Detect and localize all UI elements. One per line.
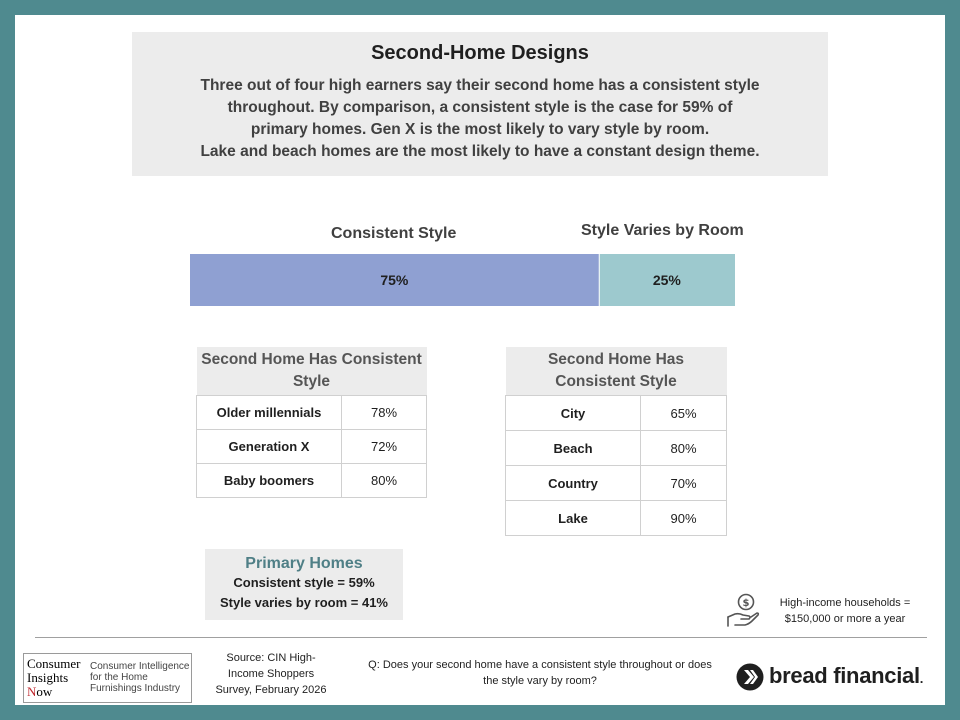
income-line: High-income households = bbox=[779, 597, 911, 609]
summary-line: Three out of four high earners say their second home has a consistent style bbox=[200, 77, 760, 94]
row-label: Country bbox=[506, 466, 641, 501]
bread-financial-logo bbox=[735, 662, 925, 692]
generation-table-header: Second Home Has Consistent Style bbox=[197, 347, 427, 396]
slide bbox=[15, 15, 945, 705]
primary-homes-box bbox=[205, 549, 403, 620]
brand-dot: . bbox=[919, 671, 924, 686]
bar-data-label: 75% bbox=[380, 272, 409, 288]
summary-line: Lake and beach homes are the most likely to have a constant design theme. bbox=[200, 143, 760, 160]
legend-style-varies: Style Varies by Room bbox=[581, 222, 744, 239]
table-row bbox=[506, 501, 727, 536]
table-row bbox=[197, 430, 427, 464]
cin-logo bbox=[23, 653, 192, 703]
row-label: City bbox=[506, 396, 641, 431]
cin-rest: ow bbox=[36, 684, 53, 699]
location-table-header: Second Home Has Consistent Style bbox=[506, 347, 727, 396]
cin-logo-wordmark bbox=[24, 654, 88, 702]
row-label: Generation X bbox=[197, 430, 342, 464]
brand-name: bread financial bbox=[769, 663, 920, 688]
cin-word: Consumer bbox=[27, 656, 81, 671]
header-summary bbox=[132, 75, 828, 163]
location-table bbox=[505, 347, 727, 536]
generation-table bbox=[196, 347, 427, 498]
primary-homes-title: Primary Homes bbox=[245, 555, 363, 572]
row-label: Beach bbox=[506, 431, 641, 466]
cin-word: Insights bbox=[27, 670, 69, 685]
row-value: 80% bbox=[342, 464, 427, 498]
stacked-bar-chart bbox=[190, 254, 735, 306]
row-value: 90% bbox=[641, 501, 727, 536]
footer-divider bbox=[35, 637, 927, 638]
cin-word bbox=[27, 685, 88, 699]
income-definition bbox=[765, 595, 925, 627]
cin-initial: N bbox=[27, 684, 37, 699]
svg-text:$: $ bbox=[742, 598, 750, 609]
header-box bbox=[132, 32, 828, 176]
primary-consistent-line: Consistent style = 59% bbox=[233, 575, 375, 590]
hand-coin-icon bbox=[725, 593, 761, 629]
table-row bbox=[506, 466, 727, 501]
cin-tagline: Consumer Intelligence for the Home Furnishings Industry bbox=[90, 661, 190, 694]
row-value: 70% bbox=[641, 466, 727, 501]
summary-line: throughout. By comparison, a consistent style is the case for 59% of bbox=[227, 99, 733, 116]
bread-wordmark bbox=[769, 663, 923, 689]
row-value: 65% bbox=[641, 396, 727, 431]
bar-data-label: 25% bbox=[652, 272, 681, 288]
summary-line: primary homes. Gen X is the most likely to vary style by room. bbox=[250, 121, 710, 138]
survey-question: Q: Does your second home have a consistent style throughout or does the style vary by room? bbox=[368, 659, 712, 687]
row-label: Baby boomers bbox=[197, 464, 342, 498]
row-value: 80% bbox=[641, 431, 727, 466]
table-row bbox=[506, 396, 727, 431]
table-row bbox=[197, 396, 427, 430]
row-label: Older millennials bbox=[197, 396, 342, 430]
source-note: Source: CIN High-Income Shoppers Survey, February 2026 bbox=[215, 652, 327, 696]
legend-consistent-style: Consistent Style bbox=[331, 225, 457, 242]
income-line: $150,000 or more a year bbox=[784, 613, 906, 625]
row-value: 78% bbox=[342, 396, 427, 430]
page-title: Second-Home Designs bbox=[371, 42, 589, 64]
primary-varies-line: Style varies by room = 41% bbox=[219, 595, 388, 610]
table-row bbox=[506, 431, 727, 466]
row-value: 72% bbox=[342, 430, 427, 464]
income-note bbox=[725, 593, 925, 629]
bread-logo-icon bbox=[735, 662, 765, 692]
table-row bbox=[197, 464, 427, 498]
row-label: Lake bbox=[506, 501, 641, 536]
